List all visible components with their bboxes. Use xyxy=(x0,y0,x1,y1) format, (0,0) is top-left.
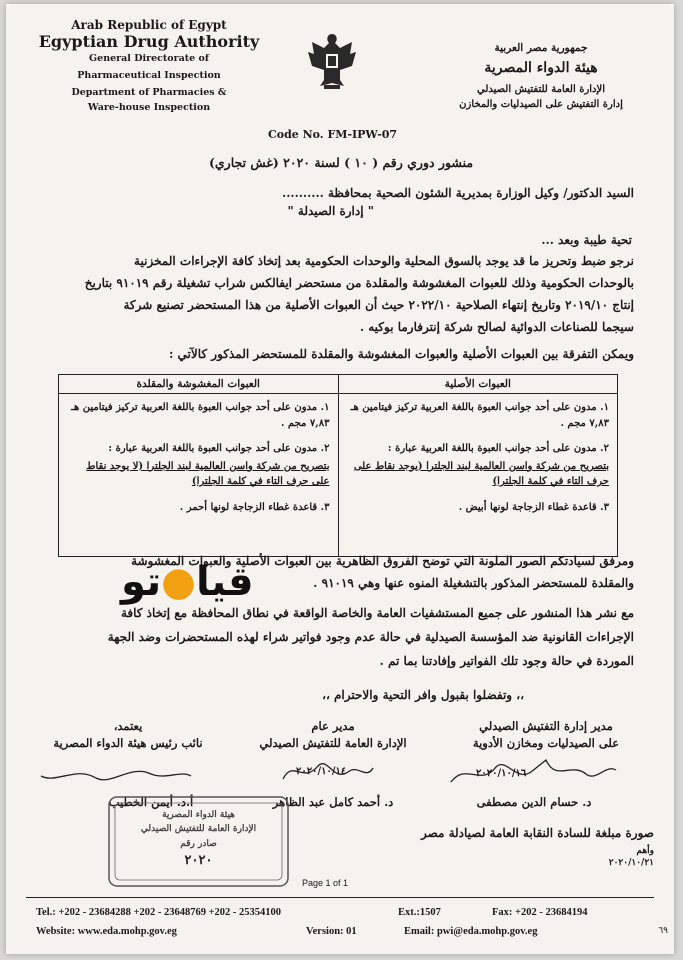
cc-date: ٢٠٢٠/١٠/٢١ xyxy=(608,858,654,868)
body-line-2: بالوحدات الحكومية وذلك للعبوات المغشوشة والمقلدة من مستحضر ايفالكس شراب تشغيلة رقم ٩١٠١٩ بتاريخ xyxy=(84,276,634,290)
signature-right-date: ٢٠٢٠/١٠/١٦ xyxy=(476,768,527,779)
fake-item-2: ٢. مدون على أحد جوانب العبوة باللغة العربية عبارة : xyxy=(108,443,330,454)
after-line-3: مع نشر هذا المنشور على جميع المستشفيات العامة والخاصة الواقعة في نطاق المحافظة مع إتخاذ كافة xyxy=(120,606,634,620)
arabic-authority-name: هيئة الدواء المصرية xyxy=(484,60,598,76)
watermark-dot-icon: ● xyxy=(161,559,197,605)
original-header: العبوات الأصلية xyxy=(338,375,618,394)
arabic-directorate-name: الإدارة العامة للتفتيش الصيدلي xyxy=(476,84,605,95)
signature-right-name: د. حسام الدين مصطفى xyxy=(476,795,592,809)
footer-divider xyxy=(26,897,654,898)
arabic-header xyxy=(426,42,656,110)
page-number: ٦٩ xyxy=(658,926,668,936)
footer-ext: Ext.:1507 xyxy=(398,907,441,918)
official-stamp xyxy=(106,794,291,889)
signature-middle-title-1: مدير عام xyxy=(311,719,355,733)
signature-right-title-2: على الصيدليات ومخازن الأدوية xyxy=(472,736,620,751)
footer-website[interactable]: Website: www.eda.mohp.gov.eg xyxy=(36,926,177,937)
authority-name: Egyptian Drug Authority xyxy=(38,32,260,51)
after-line-4: الإجراءات القانونية ضد المؤسسة الصيدلية في حالة عدم وجود فواتير شراء لهذه المستحضرات وضد الجهة xyxy=(107,630,634,644)
signature-middle-name: د. أحمد كامل عبد الظاهر xyxy=(272,795,394,809)
document-code: Code No. FM-IPW-07 xyxy=(268,128,398,141)
after-line-5: الموردة في حالة وجود تلك الفواتير وإفادتنا بما تم . xyxy=(379,654,634,668)
body-line-1: نرجو ضبط وتحريز ما قد يوجد بالسوق المحلية والوحدات الحكومية بعد إتخاذ كافة الإجراءات المخزنية xyxy=(134,254,634,268)
footer-email[interactable]: Email: pwi@eda.mohp.gov.eg xyxy=(404,926,538,937)
original-cell xyxy=(338,394,618,557)
signature-right xyxy=(446,718,646,753)
signature-middle xyxy=(238,718,428,753)
signature-left-name: أ.د. أيمن الخطيب xyxy=(108,795,194,809)
signature-left-scribble-icon xyxy=(36,756,196,792)
arabic-country-name: جمهورية مصر العربية xyxy=(494,42,588,54)
original-item-1: ١. مدون على أحد جوانب العبوة باللغة العربية تركيز فيتامين هـ ٧,٨٣ مجم . xyxy=(350,402,609,429)
english-header xyxy=(34,18,264,113)
signature-right-scribble-icon xyxy=(446,752,621,792)
eagle-emblem-icon xyxy=(302,28,362,92)
country-name: Arab Republic of Egypt xyxy=(71,18,227,32)
directorate-name-2: Pharmaceutical Inspection xyxy=(77,70,221,81)
department-name: Department of Pharmacies & xyxy=(71,87,227,98)
original-item-2: ٢. مدون على أحد جوانب العبوة باللغة العربية عبارة : xyxy=(387,443,609,454)
addressee-line: السيد الدكتور/ وكيل الوزارة بمديرية الشئون الصحية بمحافظة .......... xyxy=(282,186,634,200)
footer-fax: Fax: +202 - 23684194 xyxy=(492,907,588,918)
document-page xyxy=(6,4,674,954)
footer-version: Version: 01 xyxy=(306,926,357,937)
greeting: تحية طيبة وبعد ... xyxy=(541,233,632,247)
arabic-department-name: إدارة التفتيش على الصيدليات والمخازن xyxy=(459,99,623,110)
watermark-text-a: قيا xyxy=(196,559,254,605)
fake-header: العبوات المغشوشة والمقلدة xyxy=(59,375,339,394)
circular-title: منشور دوري رقم ( ١٠ ) لسنة ٢٠٢٠ (غش تجاري) xyxy=(208,155,474,170)
addressee-department: " إدارة الصيدلة " xyxy=(287,204,374,218)
watermark-text-b: تو xyxy=(121,559,162,605)
stamp-line-3: صادر رقم xyxy=(180,838,217,849)
cc-line: صورة مبلغة للسادة النقابة العامة لصيادلة مصر xyxy=(420,826,654,840)
signature-middle-date: ٢٠٢٠/١٠/١٤ xyxy=(296,766,347,777)
original-item-3: ٣. قاعدة غطاء الزجاجة لونها أبيض . xyxy=(458,501,609,513)
signature-right-title-1: مدير إدارة التفتيش الصيدلي xyxy=(479,719,613,733)
after-line-2: والمقلدة للمستحضر المذكور بالتشغيلة المنوه عنها وهي ٩١٠١٩ . xyxy=(313,576,634,590)
body-line-3: إنتاج ٢٠١٩/١٠ وتاريخ إنتهاء الصلاحية ٢٠٢٢/١٠ حيث أن العبوات الأصلية من هذا المستحضر تصنيع شركة xyxy=(123,298,634,312)
stamp-number: ٢٠٢٠ xyxy=(184,853,213,869)
page-indicator: Page 1 of 1 xyxy=(302,878,349,888)
comparison-table xyxy=(58,374,618,557)
signature-left-title-2: نائب رئيس هيئة الدواء المصرية xyxy=(53,736,203,751)
fake-cell xyxy=(59,394,339,557)
closing-line: ،، وتفضلوا بقبول وافر التحية والاحترام ،، xyxy=(322,688,524,702)
fake-item-3: ٣. قاعدة غطاء الزجاجة لونها أحمر . xyxy=(179,501,330,513)
body-line-4: سيجما للصناعات الدوائية لصالح شركة إنترفارما بوكيه . xyxy=(359,320,634,334)
after-line-1: ومرفق لسيادتكم الصور الملونة التي توضح الفروق الظاهرية بين العبوات الأصلية والعبوات المغشوشة xyxy=(131,554,634,568)
stamp-line-1: هيئة الدواء المصرية xyxy=(162,810,235,820)
body-line-5: ويمكن التفرقة بين العبوات الأصلية والعبوات المغشوشة والمقلدة للمستحضر المذكور كالآتي : xyxy=(168,347,634,361)
directorate-name: General Directorate of xyxy=(89,53,209,64)
site-watermark xyxy=(121,559,254,605)
signature-left-title-1: يعتمد، xyxy=(113,719,143,733)
fake-item-1: ١. مدون على أحد جوانب العبوة باللغة العربية تركيز فيتامين هـ ٧,٨٣ مجم . xyxy=(71,402,330,429)
cc-line-2: وأهم xyxy=(636,846,654,856)
footer-tel: Tel.: +202 - 23684288 +202 - 23648769 +202 - 25354100 xyxy=(36,907,282,918)
signature-left xyxy=(18,718,238,753)
original-item-2-detail: بتصريح من شركة واسن العالمية لبند الجلترا (يوجد نقاط على حرف التاء في كلمة الجلترا) xyxy=(353,460,609,487)
fake-item-2-detail: بتصريح من شركة واسن العالمية لبند الجلترا (لا يوجد نقاط على حرف التاء في كلمة الجلترا) xyxy=(86,460,330,487)
department-name-2: Ware-house Inspection xyxy=(87,102,211,113)
signature-middle-title-2: الإدارة العامة للتفتيش الصيدلي xyxy=(259,736,407,751)
stamp-line-2: الإدارة العامة للتفتيش الصيدلي xyxy=(140,824,257,835)
